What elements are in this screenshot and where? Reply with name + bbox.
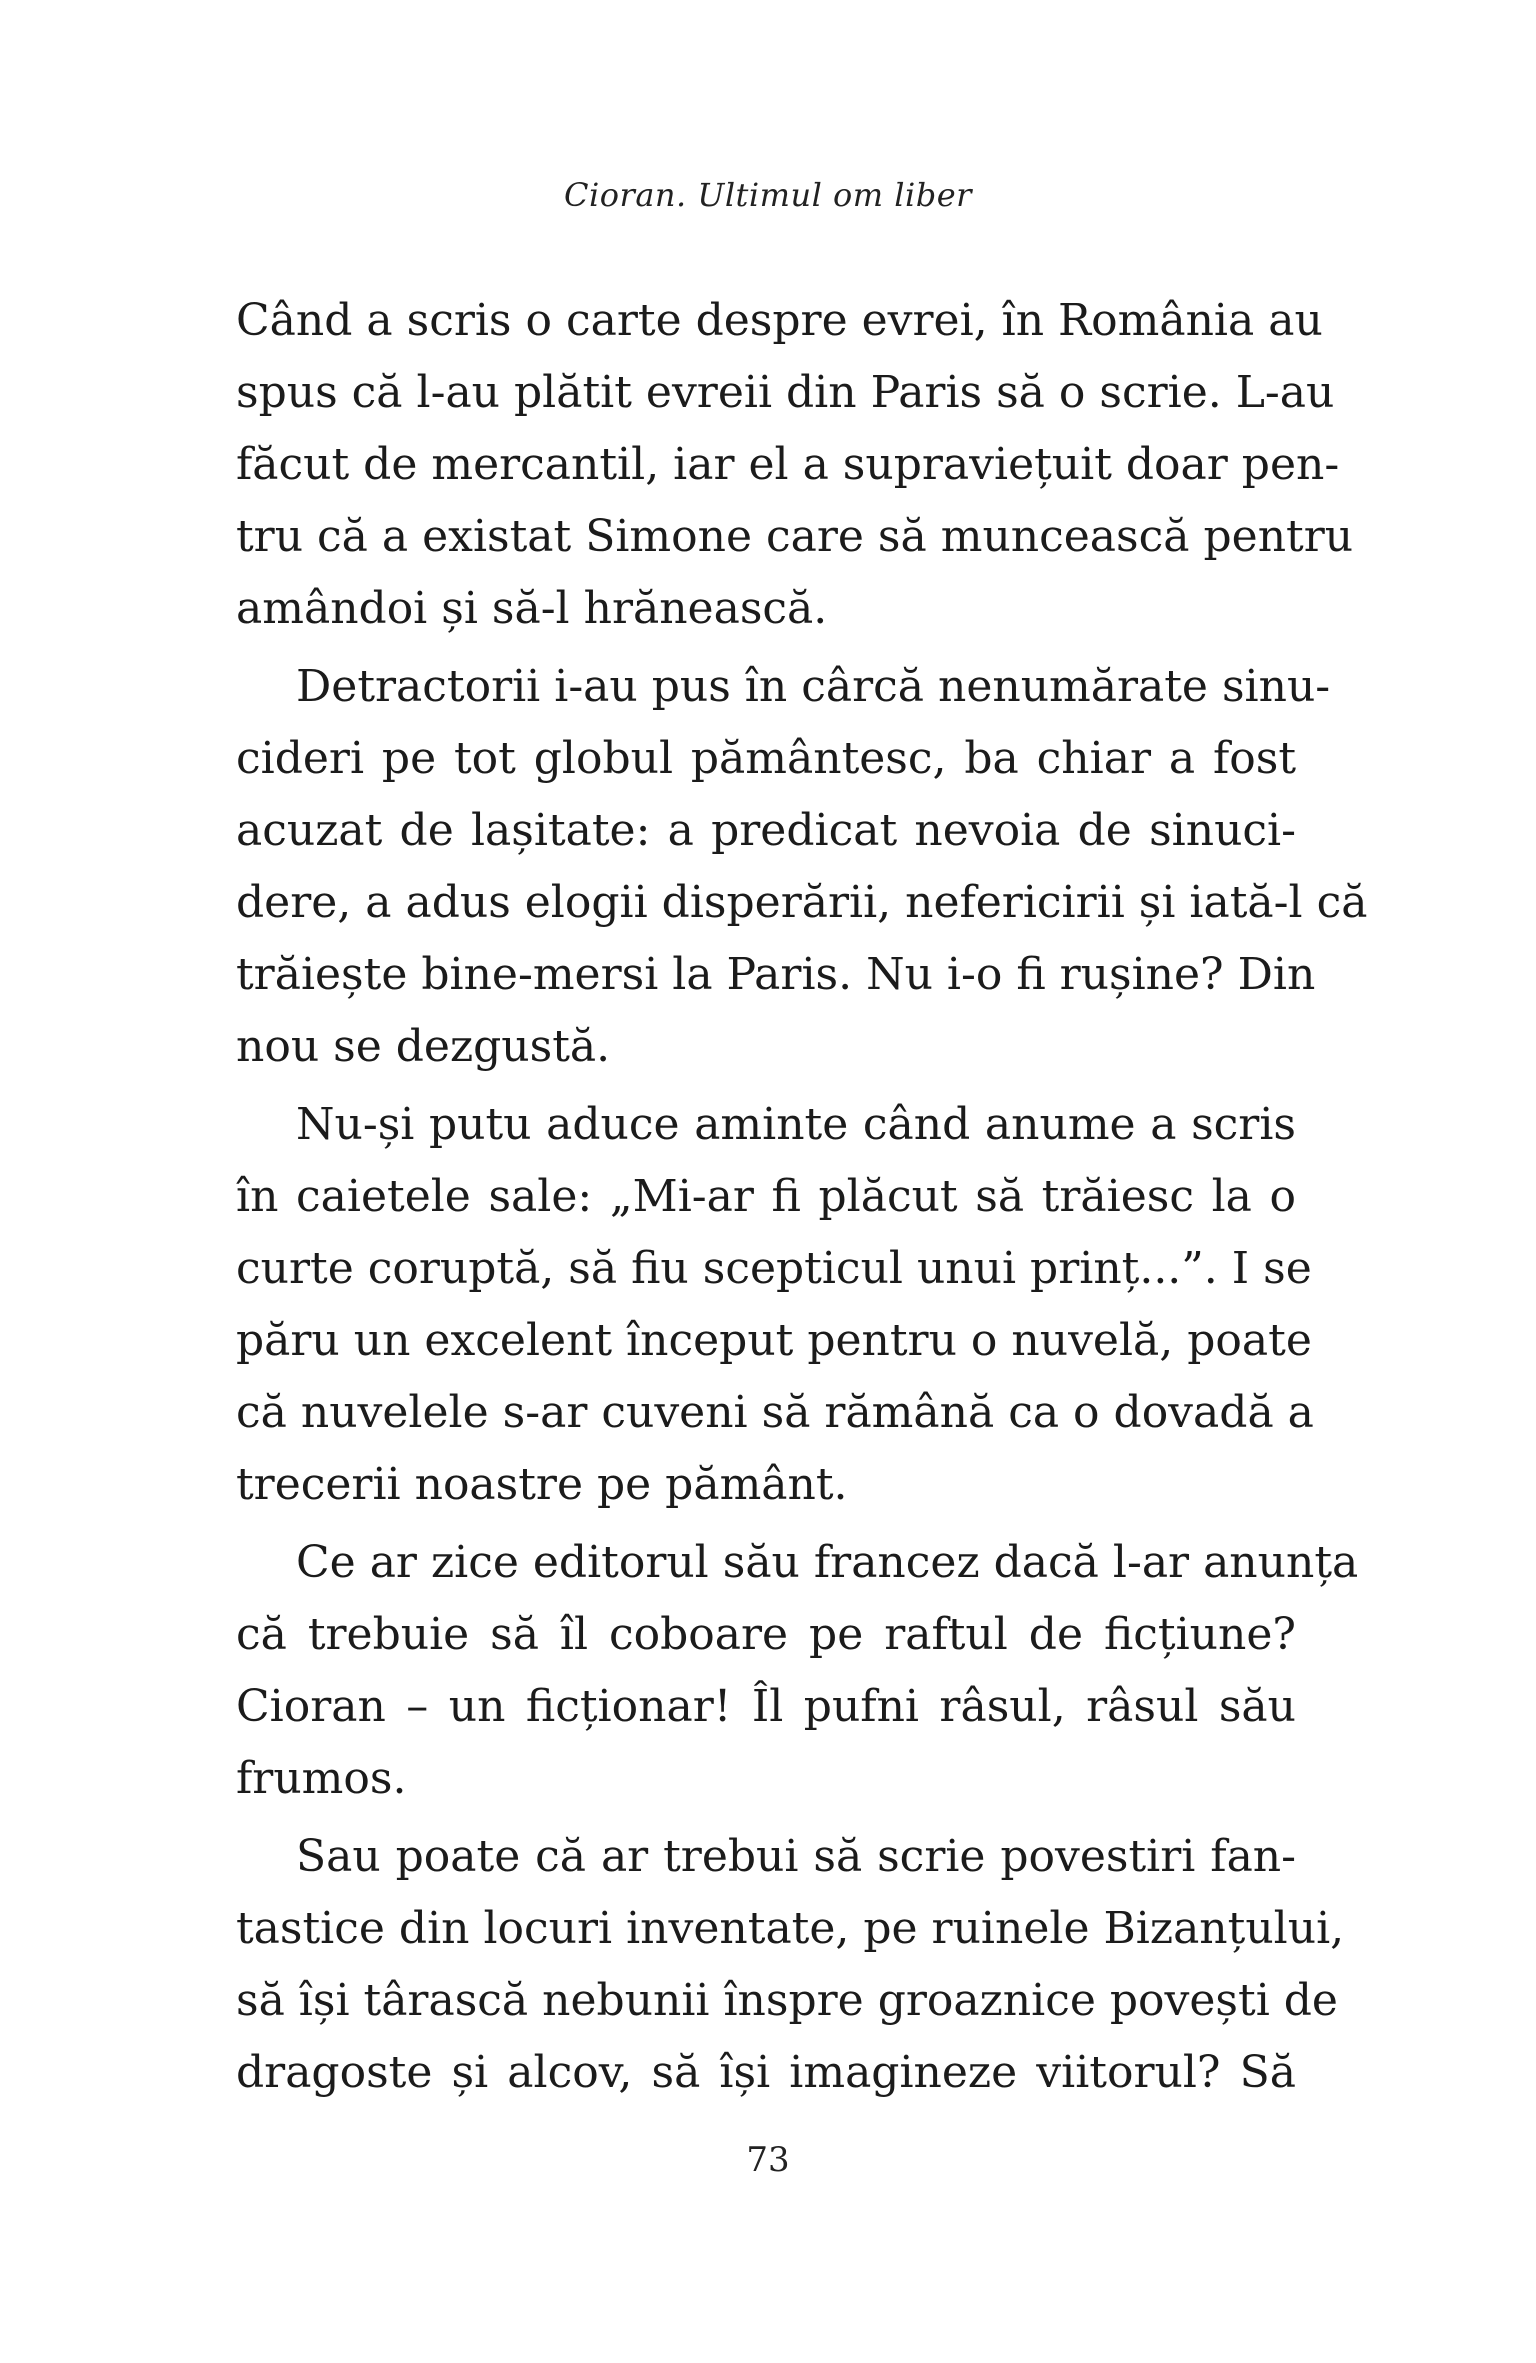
text-line: păru un excelent început pentru o nuvelă, poate bbox=[236, 1315, 1312, 1366]
text-line: dragoste și alcov, să își imagineze viitorul? Să bbox=[236, 2047, 1296, 2098]
text-line: cideri pe tot globul pământesc, ba chiar a fost bbox=[236, 733, 1296, 784]
text-line: Ce ar zice editorul său francez dacă l-ar anunța bbox=[296, 1537, 1359, 1588]
text-line: că nuvelele s-ar cuveni să rămână ca o dovadă a bbox=[236, 1387, 1314, 1438]
text-line: curte coruptă, să fiu scepticul unui prinț...”. I se bbox=[236, 1243, 1312, 1294]
text-line: trăiește bine-mersi la Paris. Nu i-o fi rușine? Din bbox=[236, 949, 1316, 1000]
text-line: în caietele sale: „Mi-ar fi plăcut să trăiesc la o bbox=[236, 1171, 1296, 1222]
text-line: că trebuie să îl coboare pe raftul de ficțiune? bbox=[236, 1609, 1296, 1660]
running-head: Cioran. Ultimul om liber bbox=[564, 176, 972, 214]
body-text bbox=[236, 285, 1368, 2115]
paragraph bbox=[236, 1821, 1345, 2109]
text-line: tastice din locuri inventate, pe ruinele Bizanțului, bbox=[236, 1903, 1345, 1954]
text-line: Detractorii i-au pus în cârcă nenumărate sinu- bbox=[296, 661, 1331, 712]
text-line: Când a scris o carte despre evrei, în România au bbox=[236, 295, 1323, 346]
text-line: făcut de mercantil, iar el a supraviețuit doar pen- bbox=[236, 439, 1340, 490]
text-line: amândoi și să-l hrănească. bbox=[236, 583, 828, 634]
text-line: Cioran – un ficționar! Îl pufni râsul, râsul său bbox=[236, 1681, 1296, 1732]
text-line: Sau poate că ar trebui să scrie povestiri fan- bbox=[296, 1831, 1296, 1882]
paragraph bbox=[236, 1527, 1359, 1815]
text-line: să își târască nebunii înspre groaznice povești de bbox=[236, 1975, 1338, 2026]
text-line: spus că l-au plătit evreii din Paris să o scrie. L-au bbox=[236, 367, 1335, 418]
text-line: tru că a existat Simone care să muncească pentru bbox=[236, 511, 1354, 562]
page-number: 73 bbox=[746, 2140, 790, 2180]
text-line: nou se dezgustă. bbox=[236, 1021, 611, 1072]
paragraph bbox=[236, 651, 1368, 1083]
text-line: Nu-și putu aduce aminte când anume a scris bbox=[296, 1099, 1296, 1150]
text-line: acuzat de lașitate: a predicat nevoia de sinuci- bbox=[236, 805, 1296, 856]
text-line: trecerii noastre pe pământ. bbox=[236, 1459, 848, 1510]
paragraph bbox=[236, 1089, 1314, 1521]
text-line: dere, a adus elogii disperării, nefericirii și iată-l că bbox=[236, 877, 1368, 928]
paragraph bbox=[236, 285, 1354, 645]
text-line: frumos. bbox=[236, 1753, 407, 1804]
